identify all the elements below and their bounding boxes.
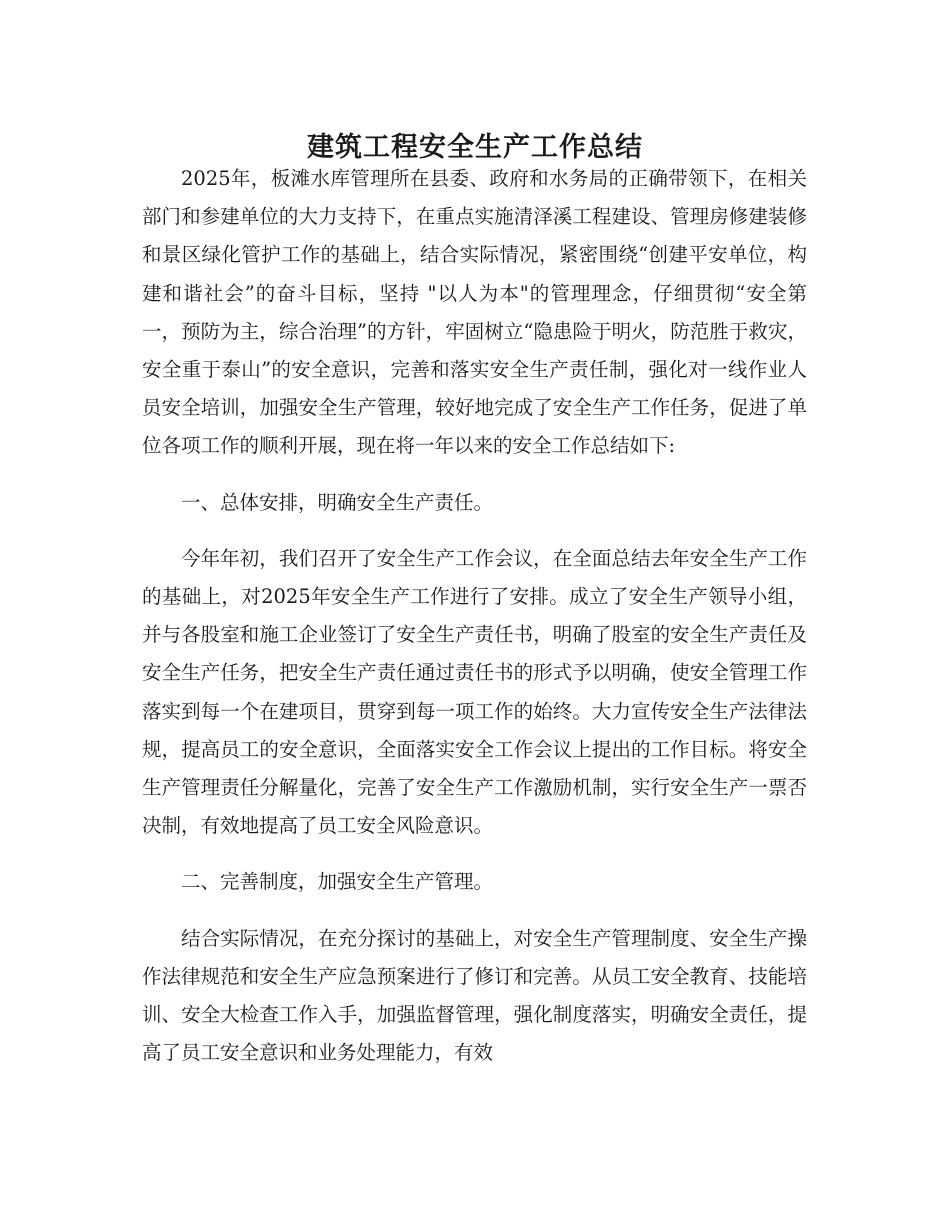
document-body: [142, 160, 807, 1072]
paragraph-gap: [142, 466, 807, 484]
paragraph-section-2: 结合实际情况，在充分探讨的基础上，对安全生产管理制度、安全生产操作法律规范和安全生产应急预案进行了修订和完善。从员工安全教育、技能培训、安全大检查工作入手，加强监督管理，强化制度落实，明确安全责任，提高了员工安全意识和业务处理能力，有效: [142, 926, 807, 1065]
paragraph-gap: [142, 522, 807, 540]
section-heading-2: 二、完善制度，加强安全生产管理。: [181, 870, 494, 894]
paragraph-section-1: 今年年初，我们召开了安全生产工作会议，在全面总结去年安全生产工作的基础上，对2025年安全生产工作进行了安排。成立了安全生产领导小组，并与各股室和施工企业签订了安全生产责任书，明确了股室的安全生产责任及安全生产任务，把安全生产责任通过责任书的形式予以明确，使安全管理工作落实到每一个在建项目，贯穿到每一项工作的始终。大力宣传安全生产法律法规，提高员工的安全意识，全面落实安全工作会议上提出的工作目标。将安全生产管理责任分解量化，完善了安全生产工作激励机制，实行安全生产一票否决制，有效地提高了员工安全风险意识。: [142, 546, 807, 838]
section-heading-1: 一、总体安排，明确安全生产责任。: [181, 490, 494, 514]
document-title: 建筑工程安全生产工作总结: [307, 132, 643, 164]
paragraph-gap: [142, 845, 807, 863]
paragraph-intro: 2025年，板滩水库管理所在县委、政府和水务局的正确带领下，在相关部门和参建单位的大力支持下，在重点实施清泽溪工程建设、管理房修建装修和景区绿化管护工作的基础上，结合实际情况，紧密围绕“创建平安单位，构建和谐社会”的奋斗目标，坚持 "以人为本"的管理理念，仔细贯彻“安全第一，预防为主，综合治理”的方针，牢固树立“隐患险于明火，防范胜于救灾，安全重于泰山”的安全意识，完善和落实安全生产责任制，强化对一线作业人员安全培训，加强安全生产管理，较好地完成了安全生产工作任务，促进了单位各项工作的顺利开展，现在将一年以来的安全工作总结如下:: [142, 167, 807, 458]
paragraph-gap: [142, 902, 807, 920]
